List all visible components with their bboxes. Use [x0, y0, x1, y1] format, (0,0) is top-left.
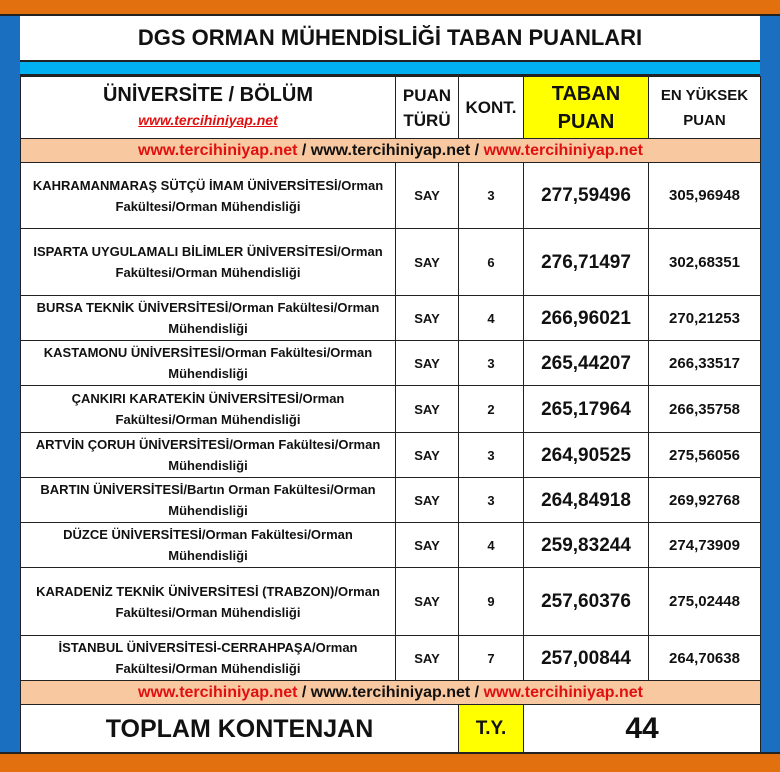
university-program: ÇANKIRI KARATEKİN ÜNİVERSİTESİ/Orman Fakültesi/Orman Mühendisliği	[21, 386, 396, 433]
banner-link-1[interactable]: www.tercihiniyap.net	[138, 141, 298, 159]
table-row	[21, 386, 761, 433]
table-row	[21, 296, 761, 341]
max-score: 266,33517	[649, 341, 761, 386]
banner-link-3[interactable]: www.tercihiniyap.net	[483, 141, 643, 159]
header-puan-turu-line1: PUAN	[402, 85, 452, 105]
header-universite	[21, 77, 396, 139]
site-link[interactable]: www.tercihiniyap.net	[138, 111, 278, 128]
quota: 6	[459, 229, 524, 296]
score-type: SAY	[396, 341, 459, 386]
base-score: 266,96021	[524, 296, 649, 341]
max-score: 302,68351	[649, 229, 761, 296]
table-row	[21, 433, 761, 478]
page-title: DGS ORMAN MÜHENDİSLİĞİ TABAN PUANLARI	[20, 16, 760, 62]
table-row	[21, 636, 761, 681]
base-score: 276,71497	[524, 229, 649, 296]
header-puan-turu-line2: TÜRÜ	[403, 110, 451, 130]
table-row	[21, 478, 761, 523]
max-score: 275,56056	[649, 433, 761, 478]
banner-link-3[interactable]: www.tercihiniyap.net	[483, 683, 643, 701]
header-row	[21, 77, 761, 139]
quota: 3	[459, 433, 524, 478]
university-program: KAHRAMANMARAŞ SÜTÇÜ İMAM ÜNİVERSİTESİ/Orman Fakültesi/Orman Mühendisliği	[21, 163, 396, 229]
score-type: SAY	[396, 478, 459, 523]
quota: 7	[459, 636, 524, 681]
header-en-yuksek-line2: PUAN	[683, 111, 726, 129]
university-program: DÜZCE ÜNİVERSİTESİ/Orman Fakültesi/Orman Mühendisliği	[21, 523, 396, 568]
header-taban	[524, 77, 649, 139]
banner-link-2[interactable]: www.tercihiniyap.net	[310, 683, 471, 701]
university-program: BARTIN ÜNİVERSİTESİ/Bartın Orman Fakültesi/Orman Mühendisliği	[21, 478, 396, 523]
max-score: 269,92768	[649, 478, 761, 523]
header-universite-label: ÜNİVERSİTE / BÖLÜM	[102, 83, 313, 106]
quota: 3	[459, 341, 524, 386]
table-row	[21, 163, 761, 229]
score-type: SAY	[396, 163, 459, 229]
score-type: SAY	[396, 386, 459, 433]
header-en-yuksek	[649, 77, 761, 139]
max-score: 305,96948	[649, 163, 761, 229]
banner-link-2[interactable]: www.tercihiniyap.net	[310, 141, 471, 159]
score-type: SAY	[396, 296, 459, 341]
total-value: 44	[524, 705, 761, 754]
university-program: BURSA TEKNİK ÜNİVERSİTESİ/Orman Fakültesi/Orman Mühendisliği	[21, 296, 396, 341]
quota: 2	[459, 386, 524, 433]
banner-sep: /	[470, 141, 484, 159]
base-score: 265,17964	[524, 386, 649, 433]
total-ty: T.Y.	[459, 705, 524, 754]
base-score: 264,90525	[524, 433, 649, 478]
university-program: ARTVİN ÇORUH ÜNİVERSİTESİ/Orman Fakültesi/Orman Mühendisliği	[21, 433, 396, 478]
header-taban-line1: TABAN	[551, 82, 621, 105]
total-label: TOPLAM KONTENJAN	[21, 705, 459, 754]
university-program: KASTAMONU ÜNİVERSİTESİ/Orman Fakültesi/Orman Mühendisliği	[21, 341, 396, 386]
banner-link-1[interactable]: www.tercihiniyap.net	[138, 683, 298, 701]
max-score: 270,21253	[649, 296, 761, 341]
max-score: 275,02448	[649, 568, 761, 636]
cyan-divider	[20, 62, 760, 76]
banner-sep: /	[297, 141, 311, 159]
header-kont: KONT.	[459, 77, 524, 139]
base-score: 257,60376	[524, 568, 649, 636]
base-score: 259,83244	[524, 523, 649, 568]
table-row	[21, 229, 761, 296]
score-table-frame	[20, 16, 760, 752]
base-score: 264,84918	[524, 478, 649, 523]
table-row	[21, 341, 761, 386]
top-orange-bar	[0, 0, 780, 16]
university-program: İSTANBUL ÜNİVERSİTESİ-CERRAHPAŞA/Orman Fakültesi/Orman Mühendisliği	[21, 636, 396, 681]
university-program: KARADENİZ TEKNİK ÜNİVERSİTESİ (TRABZON)/Orman Fakültesi/Orman Mühendisliği	[21, 568, 396, 636]
score-type: SAY	[396, 433, 459, 478]
max-score: 264,70638	[649, 636, 761, 681]
base-score: 277,59496	[524, 163, 649, 229]
bottom-orange-bar	[0, 752, 780, 772]
quota: 3	[459, 478, 524, 523]
max-score: 274,73909	[649, 523, 761, 568]
university-program: ISPARTA UYGULAMALI BİLİMLER ÜNİVERSİTESİ/Orman Fakültesi/Orman Mühendisliği	[21, 229, 396, 296]
score-type: SAY	[396, 636, 459, 681]
quota: 3	[459, 163, 524, 229]
score-table	[20, 76, 761, 754]
score-type: SAY	[396, 229, 459, 296]
max-score: 266,35758	[649, 386, 761, 433]
quota: 9	[459, 568, 524, 636]
banner-sep: /	[470, 683, 484, 701]
site-banner-bottom	[21, 681, 761, 705]
table-row	[21, 523, 761, 568]
header-en-yuksek-line1: EN YÜKSEK	[660, 86, 749, 104]
total-row	[21, 705, 761, 754]
quota: 4	[459, 523, 524, 568]
base-score: 265,44207	[524, 341, 649, 386]
base-score: 257,00844	[524, 636, 649, 681]
score-type: SAY	[396, 523, 459, 568]
table-row	[21, 568, 761, 636]
quota: 4	[459, 296, 524, 341]
header-puan-turu	[396, 77, 459, 139]
banner-sep: /	[297, 683, 311, 701]
site-banner-top	[21, 139, 761, 163]
header-taban-line2: PUAN	[557, 110, 615, 133]
score-type: SAY	[396, 568, 459, 636]
